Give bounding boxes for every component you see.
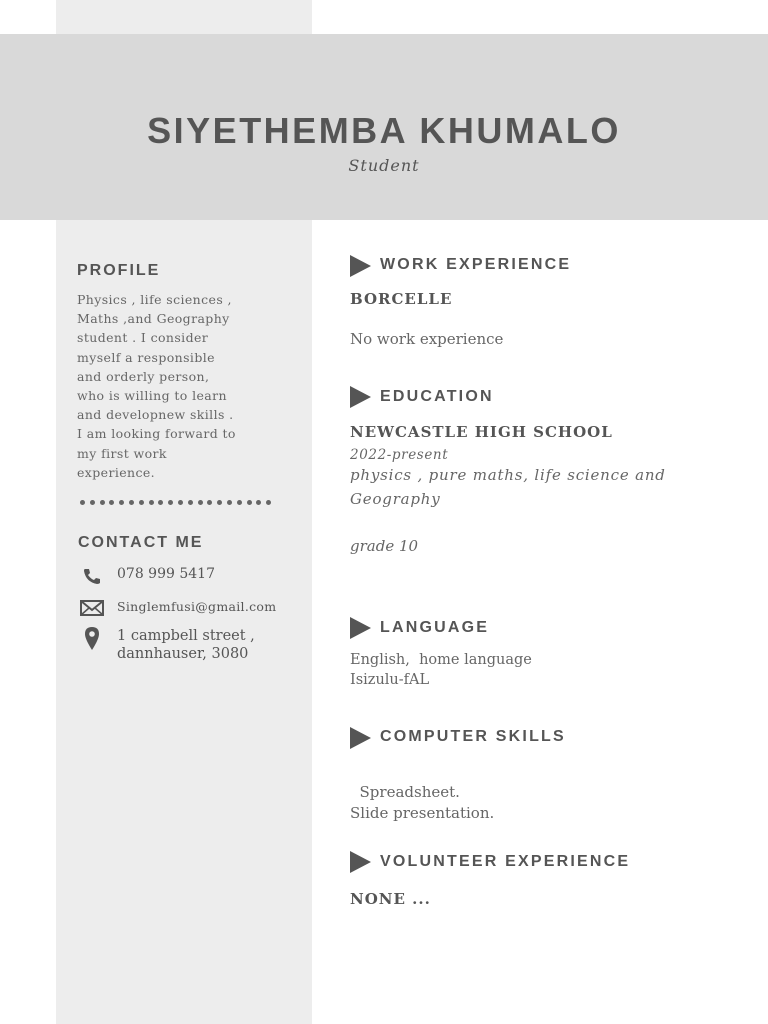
work-company: BORCELLE [350, 290, 453, 308]
profile-text [77, 290, 257, 482]
phone-icon [80, 566, 104, 586]
map-pin-icon [80, 626, 104, 652]
profile-line: my first work [77, 445, 167, 461]
contact-address [80, 626, 255, 662]
address-line: 1 campbell street , [117, 628, 255, 644]
profile-line: Physics , life sciences , [77, 292, 232, 307]
contact-phone [80, 566, 215, 586]
email-address: Singlemfusi@gmail.com [117, 599, 277, 614]
work-experience-heading: WORK EXPERIENCE [380, 256, 572, 273]
triangle-marker-icon [350, 617, 371, 639]
profile-line: student . I consider [77, 330, 209, 346]
profile-line: myself a responsible [77, 349, 215, 365]
profile-line: Maths ,and Geography [77, 311, 230, 327]
profile-line: and orderly person, [77, 368, 210, 384]
school-name: NEWCASTLE HIGH SCHOOL [350, 423, 613, 441]
dotted-divider [80, 500, 290, 505]
triangle-marker-icon [350, 386, 371, 408]
triangle-marker-icon [350, 255, 371, 277]
profile-line: and developnew skills . [77, 407, 234, 423]
education-subjects-line: physics , pure maths, life science and [350, 466, 666, 484]
triangle-marker-icon [350, 727, 371, 749]
profile-line: I am looking forward to [77, 426, 236, 442]
triangle-marker-icon [350, 851, 371, 873]
education-subjects-line: Geography [350, 490, 441, 508]
volunteer-experience-heading: VOLUNTEER EXPERIENCE [380, 853, 631, 870]
profile-line: experience. [77, 464, 156, 480]
candidate-role: Student [348, 156, 420, 175]
candidate-name: SIYETHEMBA KHUMALO [147, 110, 621, 151]
language-heading: LANGUAGE [380, 619, 490, 636]
volunteer-detail: NONE ... [350, 890, 431, 908]
work-detail: No work experience [350, 330, 504, 348]
phone-number: 078 999 5417 [117, 566, 215, 582]
computer-skills-heading: COMPUTER SKILLS [380, 728, 566, 745]
language-line: Isizulu-fAL [350, 672, 430, 688]
contact-heading: CONTACT ME [78, 534, 204, 551]
education-heading: EDUCATION [380, 388, 494, 405]
language-line: English, home language [350, 652, 532, 668]
computer-skill-line: Slide presentation. [350, 804, 495, 822]
address-line: dannhauser, 3080 [117, 646, 249, 662]
computer-skill-line: Spreadsheet. [350, 783, 460, 801]
education-grade: grade 10 [350, 537, 419, 555]
education-years: 2022-present [350, 447, 449, 463]
address [117, 627, 255, 663]
profile-line: who is willing to learn [77, 388, 227, 404]
profile-heading: PROFILE [77, 262, 161, 279]
contact-email [80, 598, 277, 618]
envelope-icon [80, 598, 104, 618]
